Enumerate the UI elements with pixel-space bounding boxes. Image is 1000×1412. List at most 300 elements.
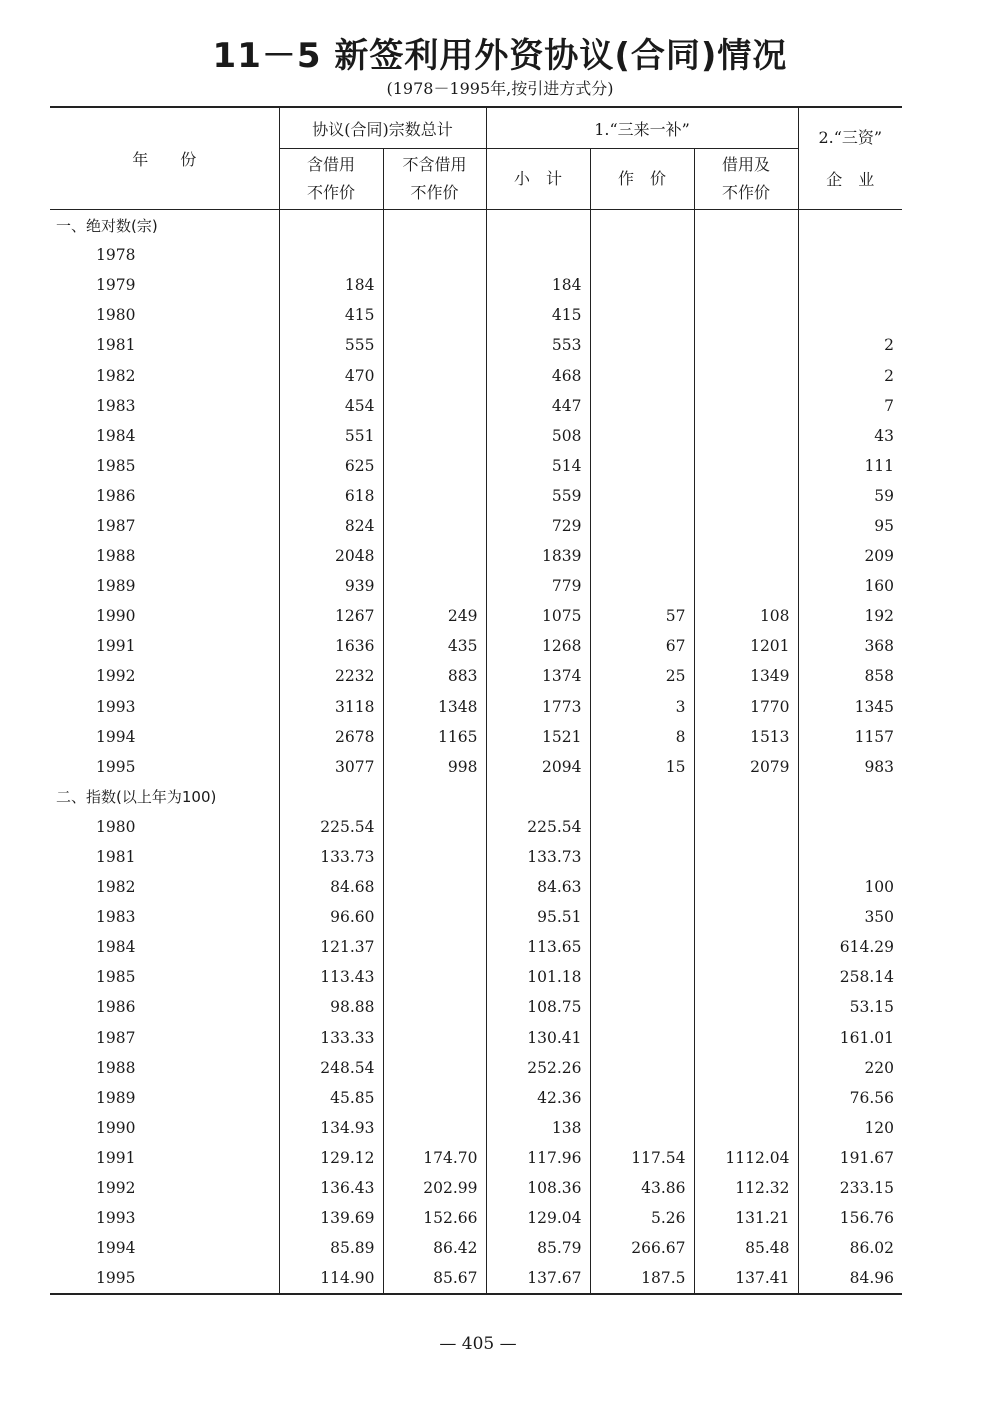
table-row	[50, 932, 902, 962]
year-cell: 1988	[96, 1058, 136, 1077]
value-cell-borrow	[694, 240, 798, 270]
value-cell-sanzi: 258.14	[798, 962, 902, 992]
year-cell: 1980	[96, 306, 136, 325]
value-cell-excl-borrow: 998	[383, 752, 486, 782]
value-cell-borrow	[694, 1113, 798, 1143]
value-cell-incl-borrow: 3077	[279, 752, 383, 782]
value-cell-subtotal: 130.41	[486, 1023, 590, 1053]
value-cell-priced	[590, 932, 694, 962]
header-incl-borrow-line2: 不作价	[306, 183, 355, 202]
value-cell-sanzi: 1345	[798, 692, 902, 722]
table-row	[50, 1053, 902, 1083]
value-cell-borrow	[694, 962, 798, 992]
year-cell: 1990	[96, 607, 136, 626]
empty-cell	[694, 210, 798, 241]
header-priced-label: 作 价	[617, 169, 666, 188]
value-cell-excl-borrow	[383, 992, 486, 1022]
table-row	[50, 872, 902, 902]
value-cell-excl-borrow	[383, 300, 486, 330]
table-row	[50, 992, 902, 1022]
empty-cell	[694, 782, 798, 812]
value-cell-borrow	[694, 1083, 798, 1113]
value-cell-sanzi: 2	[798, 360, 902, 390]
value-cell-borrow: 108	[694, 601, 798, 631]
value-cell-borrow	[694, 992, 798, 1022]
statistics-table	[50, 106, 902, 1295]
value-cell-subtotal: 95.51	[486, 902, 590, 932]
value-cell-subtotal: 138	[486, 1113, 590, 1143]
table-row	[50, 1173, 902, 1203]
table-row	[50, 240, 902, 270]
value-cell-sanzi: 233.15	[798, 1173, 902, 1203]
empty-cell	[486, 210, 590, 241]
value-cell-incl-borrow: 248.54	[279, 1053, 383, 1083]
header-total-label: 协议(合同)宗数总计	[312, 119, 453, 139]
value-cell-incl-borrow: 2232	[279, 661, 383, 691]
value-cell-incl-borrow: 555	[279, 330, 383, 360]
value-cell-subtotal	[486, 240, 590, 270]
year-cell: 1982	[96, 366, 136, 385]
value-cell-subtotal: 559	[486, 481, 590, 511]
empty-cell	[279, 210, 383, 241]
value-cell-subtotal: 468	[486, 360, 590, 390]
year-cell: 1991	[96, 1148, 136, 1167]
year-cell: 1992	[96, 1179, 136, 1198]
value-cell-borrow	[694, 481, 798, 511]
value-cell-subtotal: 133.73	[486, 842, 590, 872]
value-cell-borrow	[694, 902, 798, 932]
value-cell-excl-borrow	[383, 902, 486, 932]
value-cell-incl-borrow: 139.69	[279, 1203, 383, 1233]
value-cell-borrow	[694, 421, 798, 451]
header-excl-borrow	[383, 149, 486, 210]
header-sanlai	[486, 107, 798, 149]
value-cell-incl-borrow: 470	[279, 360, 383, 390]
value-cell-sanzi	[798, 300, 902, 330]
value-cell-priced: 67	[590, 631, 694, 661]
value-cell-excl-borrow	[383, 932, 486, 962]
value-cell-subtotal: 1374	[486, 661, 590, 691]
year-cell: 1995	[96, 1269, 136, 1288]
section-row	[50, 210, 902, 241]
value-cell-priced	[590, 842, 694, 872]
value-cell-subtotal: 129.04	[486, 1203, 590, 1233]
year-cell: 1986	[96, 486, 136, 505]
value-cell-subtotal: 84.63	[486, 872, 590, 902]
value-cell-incl-borrow: 184	[279, 270, 383, 300]
empty-cell	[798, 210, 902, 241]
year-cell: 1989	[96, 577, 136, 596]
value-cell-sanzi: 191.67	[798, 1143, 902, 1173]
value-cell-subtotal: 779	[486, 571, 590, 601]
value-cell-borrow	[694, 541, 798, 571]
value-cell-priced: 8	[590, 722, 694, 752]
value-cell-excl-borrow	[383, 391, 486, 421]
value-cell-excl-borrow	[383, 1083, 486, 1113]
value-cell-sanzi: 858	[798, 661, 902, 691]
value-cell-incl-borrow: 96.60	[279, 902, 383, 932]
year-cell: 1984	[96, 426, 136, 445]
value-cell-incl-borrow: 136.43	[279, 1173, 383, 1203]
value-cell-subtotal: 447	[486, 391, 590, 421]
year-cell: 1989	[96, 1088, 136, 1107]
value-cell-borrow: 1770	[694, 692, 798, 722]
value-cell-sanzi: 84.96	[798, 1263, 902, 1294]
page-title: 11－5 新签利用外资协议(合同)情况	[212, 36, 788, 76]
value-cell-excl-borrow: 1348	[383, 692, 486, 722]
header-borrow-line1: 借用及	[722, 155, 771, 174]
value-cell-excl-borrow	[383, 270, 486, 300]
value-cell-borrow: 131.21	[694, 1203, 798, 1233]
table-body	[50, 210, 902, 1295]
value-cell-sanzi: 209	[798, 541, 902, 571]
value-cell-excl-borrow	[383, 962, 486, 992]
value-cell-sanzi: 156.76	[798, 1203, 902, 1233]
value-cell-incl-borrow: 133.73	[279, 842, 383, 872]
value-cell-subtotal: 514	[486, 451, 590, 481]
value-cell-excl-borrow: 202.99	[383, 1173, 486, 1203]
value-cell-incl-borrow: 824	[279, 511, 383, 541]
empty-cell	[590, 782, 694, 812]
header-subtotal-label: 小 计	[513, 169, 562, 188]
header-incl-borrow	[279, 149, 383, 210]
header-excl-borrow-line2: 不作价	[410, 183, 459, 202]
value-cell-sanzi: 86.02	[798, 1233, 902, 1263]
value-cell-excl-borrow	[383, 842, 486, 872]
year-cell: 1987	[96, 516, 136, 535]
value-cell-incl-borrow: 133.33	[279, 1023, 383, 1053]
value-cell-excl-borrow	[383, 330, 486, 360]
year-cell: 1985	[96, 456, 136, 475]
value-cell-excl-borrow: 435	[383, 631, 486, 661]
value-cell-priced: 266.67	[590, 1233, 694, 1263]
value-cell-excl-borrow: 1165	[383, 722, 486, 752]
value-cell-priced	[590, 330, 694, 360]
value-cell-priced	[590, 992, 694, 1022]
value-cell-priced	[590, 902, 694, 932]
year-cell: 1992	[96, 667, 136, 686]
value-cell-borrow: 1513	[694, 722, 798, 752]
value-cell-incl-borrow: 2048	[279, 541, 383, 571]
value-cell-incl-borrow: 121.37	[279, 932, 383, 962]
table-row	[50, 541, 902, 571]
value-cell-sanzi: 43	[798, 421, 902, 451]
value-cell-sanzi: 614.29	[798, 932, 902, 962]
value-cell-priced	[590, 451, 694, 481]
value-cell-priced	[590, 571, 694, 601]
value-cell-borrow	[694, 270, 798, 300]
value-cell-subtotal: 184	[486, 270, 590, 300]
value-cell-priced	[590, 1053, 694, 1083]
value-cell-sanzi: 350	[798, 902, 902, 932]
value-cell-sanzi: 111	[798, 451, 902, 481]
table-row	[50, 752, 902, 782]
value-cell-priced	[590, 511, 694, 541]
header-total	[279, 107, 486, 149]
value-cell-subtotal: 108.36	[486, 1173, 590, 1203]
value-cell-sanzi: 95	[798, 511, 902, 541]
value-cell-sanzi	[798, 812, 902, 842]
value-cell-excl-borrow	[383, 872, 486, 902]
header-excl-borrow-line1: 不含借用	[402, 155, 467, 174]
table-row	[50, 421, 902, 451]
value-cell-incl-borrow: 45.85	[279, 1083, 383, 1113]
value-cell-incl-borrow: 1267	[279, 601, 383, 631]
value-cell-excl-borrow	[383, 511, 486, 541]
header-sanlai-label: 1.“三来一补”	[594, 119, 690, 139]
value-cell-priced: 15	[590, 752, 694, 782]
header-sanzi-line2: 企 业	[826, 169, 875, 189]
value-cell-subtotal: 117.96	[486, 1143, 590, 1173]
table-row	[50, 391, 902, 421]
value-cell-excl-borrow	[383, 1023, 486, 1053]
year-cell: 1994	[96, 727, 136, 746]
value-cell-subtotal: 101.18	[486, 962, 590, 992]
value-cell-subtotal: 553	[486, 330, 590, 360]
value-cell-borrow: 112.32	[694, 1173, 798, 1203]
section-label: 一、绝对数(宗)	[56, 216, 158, 235]
value-cell-excl-borrow	[383, 481, 486, 511]
year-cell: 1993	[96, 1209, 136, 1228]
header-year-label: 年 份	[132, 150, 197, 169]
value-cell-priced: 5.26	[590, 1203, 694, 1233]
year-cell: 1988	[96, 547, 136, 566]
header-borrow-line2: 不作价	[722, 183, 771, 202]
value-cell-borrow	[694, 842, 798, 872]
value-cell-incl-borrow: 1636	[279, 631, 383, 661]
table-row	[50, 812, 902, 842]
year-cell: 1981	[96, 848, 136, 867]
value-cell-subtotal: 729	[486, 511, 590, 541]
empty-cell	[590, 210, 694, 241]
value-cell-excl-borrow	[383, 571, 486, 601]
value-cell-incl-borrow: 225.54	[279, 812, 383, 842]
value-cell-excl-borrow	[383, 812, 486, 842]
value-cell-borrow	[694, 1023, 798, 1053]
year-cell: 1984	[96, 938, 136, 957]
value-cell-subtotal: 252.26	[486, 1053, 590, 1083]
value-cell-priced	[590, 240, 694, 270]
value-cell-borrow	[694, 571, 798, 601]
value-cell-sanzi: 220	[798, 1053, 902, 1083]
year-cell: 1991	[96, 637, 136, 656]
value-cell-excl-borrow	[383, 240, 486, 270]
value-cell-subtotal: 85.79	[486, 1233, 590, 1263]
value-cell-incl-borrow: 85.89	[279, 1233, 383, 1263]
value-cell-incl-borrow: 134.93	[279, 1113, 383, 1143]
value-cell-subtotal: 1268	[486, 631, 590, 661]
section-row	[50, 782, 902, 812]
value-cell-subtotal: 508	[486, 421, 590, 451]
table-row	[50, 481, 902, 511]
table-row	[50, 661, 902, 691]
value-cell-priced	[590, 962, 694, 992]
table-row	[50, 902, 902, 932]
table-row	[50, 1023, 902, 1053]
header-subtotal	[486, 149, 590, 210]
table-row	[50, 1233, 902, 1263]
table-row	[50, 1083, 902, 1113]
value-cell-borrow	[694, 300, 798, 330]
table-row	[50, 511, 902, 541]
value-cell-subtotal: 1075	[486, 601, 590, 631]
value-cell-borrow	[694, 451, 798, 481]
table-row	[50, 962, 902, 992]
value-cell-sanzi: 192	[798, 601, 902, 631]
year-cell: 1981	[96, 336, 136, 355]
empty-cell	[279, 782, 383, 812]
value-cell-subtotal: 1521	[486, 722, 590, 752]
value-cell-sanzi: 7	[798, 391, 902, 421]
year-cell: 1978	[96, 246, 136, 265]
value-cell-incl-borrow: 551	[279, 421, 383, 451]
value-cell-subtotal: 137.67	[486, 1263, 590, 1294]
table-row	[50, 270, 902, 300]
value-cell-sanzi	[798, 240, 902, 270]
empty-cell	[383, 782, 486, 812]
value-cell-excl-borrow	[383, 1113, 486, 1143]
header-sanzi	[798, 107, 902, 210]
value-cell-sanzi: 161.01	[798, 1023, 902, 1053]
year-cell: 1985	[96, 968, 136, 987]
value-cell-subtotal: 1839	[486, 541, 590, 571]
table-row	[50, 1263, 902, 1294]
value-cell-incl-borrow: 939	[279, 571, 383, 601]
header-incl-borrow-line1: 含借用	[306, 155, 355, 174]
value-cell-sanzi: 1157	[798, 722, 902, 752]
value-cell-priced: 3	[590, 692, 694, 722]
value-cell-priced	[590, 270, 694, 300]
value-cell-incl-borrow: 2678	[279, 722, 383, 752]
header-borrow	[694, 149, 798, 210]
value-cell-incl-borrow: 625	[279, 451, 383, 481]
value-cell-borrow: 1201	[694, 631, 798, 661]
value-cell-priced	[590, 391, 694, 421]
value-cell-excl-borrow: 86.42	[383, 1233, 486, 1263]
header-priced	[590, 149, 694, 210]
value-cell-incl-borrow	[279, 240, 383, 270]
value-cell-borrow	[694, 360, 798, 390]
value-cell-incl-borrow: 454	[279, 391, 383, 421]
header-sanzi-line1: 2.“三资”	[818, 127, 883, 147]
table-row	[50, 722, 902, 752]
table-header	[50, 107, 902, 210]
value-cell-subtotal: 2094	[486, 752, 590, 782]
value-cell-incl-borrow: 415	[279, 300, 383, 330]
year-cell: 1993	[96, 697, 136, 716]
page-subtitle: (1978－1995年,按引进方式分)	[386, 79, 614, 98]
page-number: — 405 —	[439, 1334, 517, 1354]
value-cell-sanzi: 160	[798, 571, 902, 601]
year-cell: 1979	[96, 276, 136, 295]
value-cell-incl-borrow: 114.90	[279, 1263, 383, 1294]
value-cell-sanzi: 59	[798, 481, 902, 511]
value-cell-excl-borrow: 174.70	[383, 1143, 486, 1173]
value-cell-subtotal: 415	[486, 300, 590, 330]
value-cell-excl-borrow: 249	[383, 601, 486, 631]
empty-cell	[798, 782, 902, 812]
value-cell-priced: 57	[590, 601, 694, 631]
value-cell-priced	[590, 421, 694, 451]
value-cell-borrow	[694, 1053, 798, 1083]
table-row	[50, 631, 902, 661]
value-cell-borrow	[694, 511, 798, 541]
section-label: 二、指数(以上年为100)	[56, 788, 217, 807]
value-cell-subtotal: 42.36	[486, 1083, 590, 1113]
value-cell-incl-borrow: 129.12	[279, 1143, 383, 1173]
year-cell: 1980	[96, 817, 136, 836]
value-cell-priced	[590, 300, 694, 330]
value-cell-excl-borrow: 883	[383, 661, 486, 691]
value-cell-excl-borrow	[383, 360, 486, 390]
table-row	[50, 571, 902, 601]
value-cell-incl-borrow: 3118	[279, 692, 383, 722]
value-cell-sanzi: 53.15	[798, 992, 902, 1022]
value-cell-priced	[590, 1083, 694, 1113]
value-cell-sanzi: 120	[798, 1113, 902, 1143]
value-cell-sanzi: 368	[798, 631, 902, 661]
value-cell-priced: 25	[590, 661, 694, 691]
value-cell-sanzi: 100	[798, 872, 902, 902]
table-row	[50, 1143, 902, 1173]
table-row	[50, 601, 902, 631]
value-cell-sanzi	[798, 842, 902, 872]
value-cell-sanzi: 983	[798, 752, 902, 782]
value-cell-excl-borrow: 152.66	[383, 1203, 486, 1233]
value-cell-subtotal: 113.65	[486, 932, 590, 962]
year-cell: 1986	[96, 998, 136, 1017]
empty-cell	[383, 210, 486, 241]
table-row	[50, 300, 902, 330]
value-cell-priced	[590, 360, 694, 390]
value-cell-priced: 43.86	[590, 1173, 694, 1203]
value-cell-sanzi: 76.56	[798, 1083, 902, 1113]
value-cell-excl-borrow: 85.67	[383, 1263, 486, 1294]
table-row	[50, 842, 902, 872]
value-cell-borrow	[694, 812, 798, 842]
value-cell-subtotal: 1773	[486, 692, 590, 722]
value-cell-borrow	[694, 330, 798, 360]
value-cell-borrow: 1349	[694, 661, 798, 691]
year-cell: 1995	[96, 757, 136, 776]
value-cell-borrow: 137.41	[694, 1263, 798, 1294]
value-cell-incl-borrow: 84.68	[279, 872, 383, 902]
year-cell: 1994	[96, 1239, 136, 1258]
value-cell-subtotal: 225.54	[486, 812, 590, 842]
value-cell-sanzi	[798, 270, 902, 300]
header-year	[50, 107, 279, 210]
value-cell-incl-borrow: 618	[279, 481, 383, 511]
value-cell-sanzi: 2	[798, 330, 902, 360]
value-cell-excl-borrow	[383, 541, 486, 571]
value-cell-excl-borrow	[383, 421, 486, 451]
value-cell-borrow	[694, 932, 798, 962]
table-row	[50, 451, 902, 481]
value-cell-borrow: 85.48	[694, 1233, 798, 1263]
value-cell-excl-borrow	[383, 1053, 486, 1083]
value-cell-priced	[590, 1113, 694, 1143]
year-cell: 1983	[96, 396, 136, 415]
table-row	[50, 330, 902, 360]
value-cell-priced	[590, 812, 694, 842]
value-cell-borrow: 1112.04	[694, 1143, 798, 1173]
year-cell: 1987	[96, 1028, 136, 1047]
value-cell-borrow: 2079	[694, 752, 798, 782]
value-cell-excl-borrow	[383, 451, 486, 481]
year-cell: 1990	[96, 1118, 136, 1137]
value-cell-priced	[590, 541, 694, 571]
table-row	[50, 1113, 902, 1143]
